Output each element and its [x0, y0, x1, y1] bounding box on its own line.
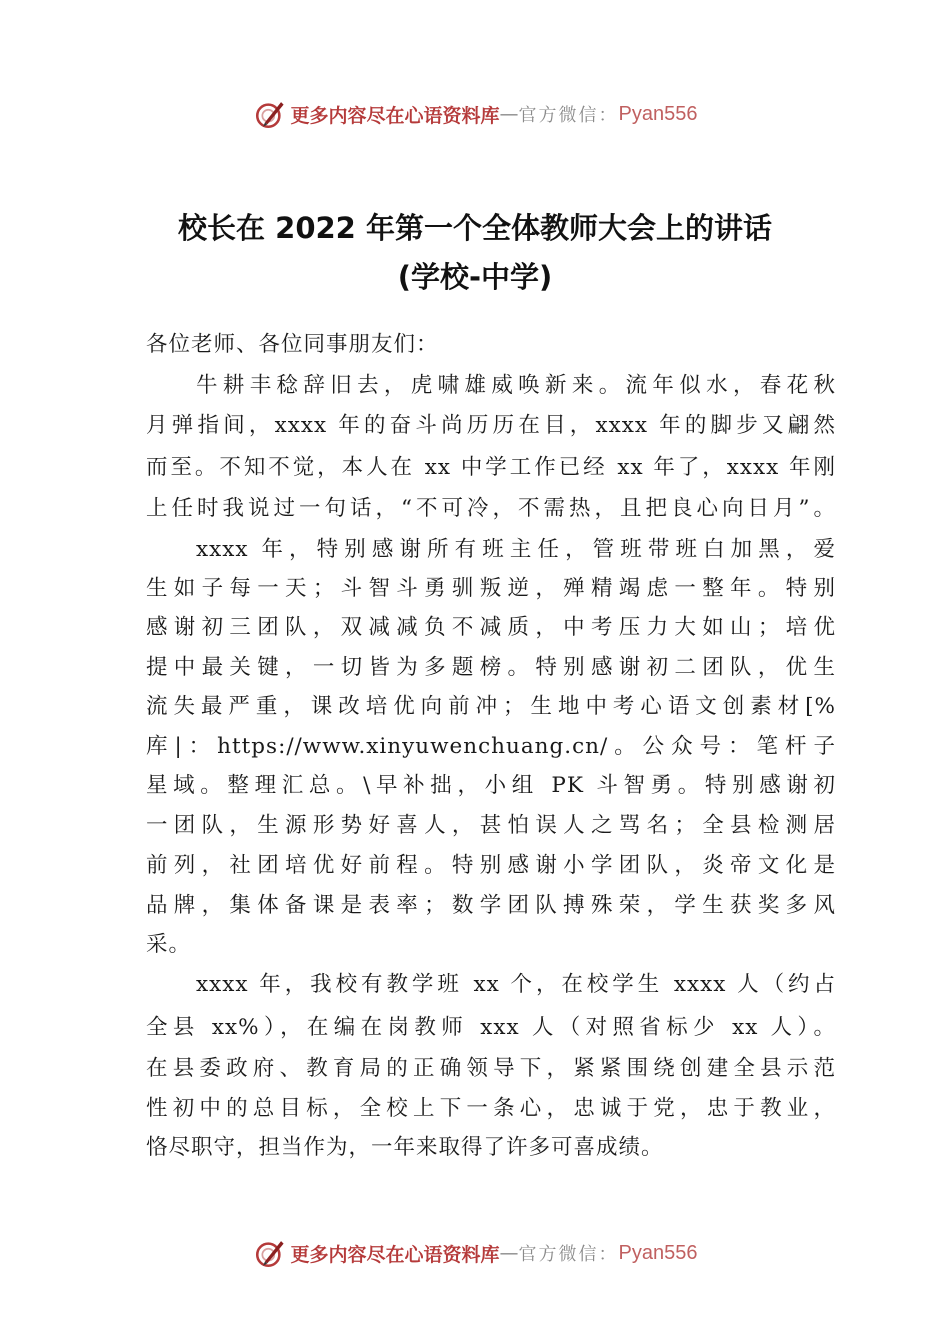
footer-banner [0, 1233, 950, 1273]
document-title-line1: 校长在 2022 年第一个全体教师大会上的讲话 [178, 211, 772, 245]
banner-wechat-id: Pyan556 [618, 102, 698, 125]
pen-swirl-logo-icon [253, 97, 287, 131]
banner-main-text: 更多内容尽在心语资料库 [290, 1243, 500, 1266]
banner-wechat-id: Pyan556 [618, 1241, 698, 1264]
body-line: xxxx 年，我校有教学班 xx 个，在校学生 xxxx 人（约占 [196, 972, 836, 997]
body-line: 前列，社团培优好前程。特别感谢小学团队，炎帝文化是 [146, 853, 836, 878]
body-line: 月弹指间，xxxx 年的奋斗尚历历在目，xxxx 年的脚步又翩然 [146, 413, 836, 438]
body-line: 库|：https://www.xinyuwenchuang.cn/。公众号：笔杆子 [146, 734, 836, 759]
body-line: xxxx 年，特别感谢所有班主任，管班带班白加黑，爱 [196, 537, 836, 562]
body-line: 感谢初三团队，双减减负不减质，中考压力大如山；培优 [146, 615, 836, 640]
body-line: 性初中的总目标，全校上下一条心，忠诚于党，忠于教业， [146, 1096, 836, 1121]
banner-dash: — [499, 103, 519, 125]
pen-swirl-logo-icon [253, 1236, 287, 1270]
body-line: 牛耕丰稔辞旧去，虎啸雄威唤新来。流年似水，春花秋 [196, 373, 836, 398]
header-banner [0, 94, 950, 134]
body-line: 全县 xx%），在编在岗教师 xxx 人（对照省标少 xx 人）。 [146, 1015, 836, 1040]
body-line: 采。 [146, 932, 192, 957]
body-line: 恪尽职守，担当作为，一年来取得了许多可喜成绩。 [146, 1135, 664, 1160]
salutation: 各位老师、各位同事朋友们： [146, 332, 439, 357]
banner-wechat-label: 官方微信： [518, 105, 619, 126]
body-line: 流失最严重，课改培优向前冲；生地中考心语文创素材[% [146, 694, 836, 719]
document-title-line2: (学校-中学) [397, 260, 553, 294]
banner-wechat-label: 官方微信： [518, 1244, 619, 1265]
body-line: 提中最关键，一切皆为多题榜。特别感谢初二团队，优生 [146, 655, 836, 680]
banner-dash: — [499, 1242, 519, 1264]
body-line: 一团队，生源形势好喜人，甚怕误人之骂名；全县检测居 [146, 813, 836, 838]
body-line: 上任时我说过一句话，“不可冷，不需热，且把良心向日月”。 [146, 496, 836, 521]
body-line: 品牌，集体备课是表率；数学团队搏殊荣，学生获奖多风 [146, 893, 836, 918]
banner-main-text: 更多内容尽在心语资料库 [290, 104, 500, 127]
body-line: 生如子每一天；斗智斗勇驯叛逆，殚精竭虑一整年。特别 [146, 576, 836, 601]
body-line: 而至。不知不觉，本人在 xx 中学工作已经 xx 年了，xxxx 年刚 [146, 455, 836, 480]
body-line: 在县委政府、教育局的正确领导下，紧紧围绕创建全县示范 [146, 1056, 836, 1081]
body-line: 星域。整理汇总。\早补拙，小组 PK 斗智勇。特别感谢初 [146, 773, 836, 798]
